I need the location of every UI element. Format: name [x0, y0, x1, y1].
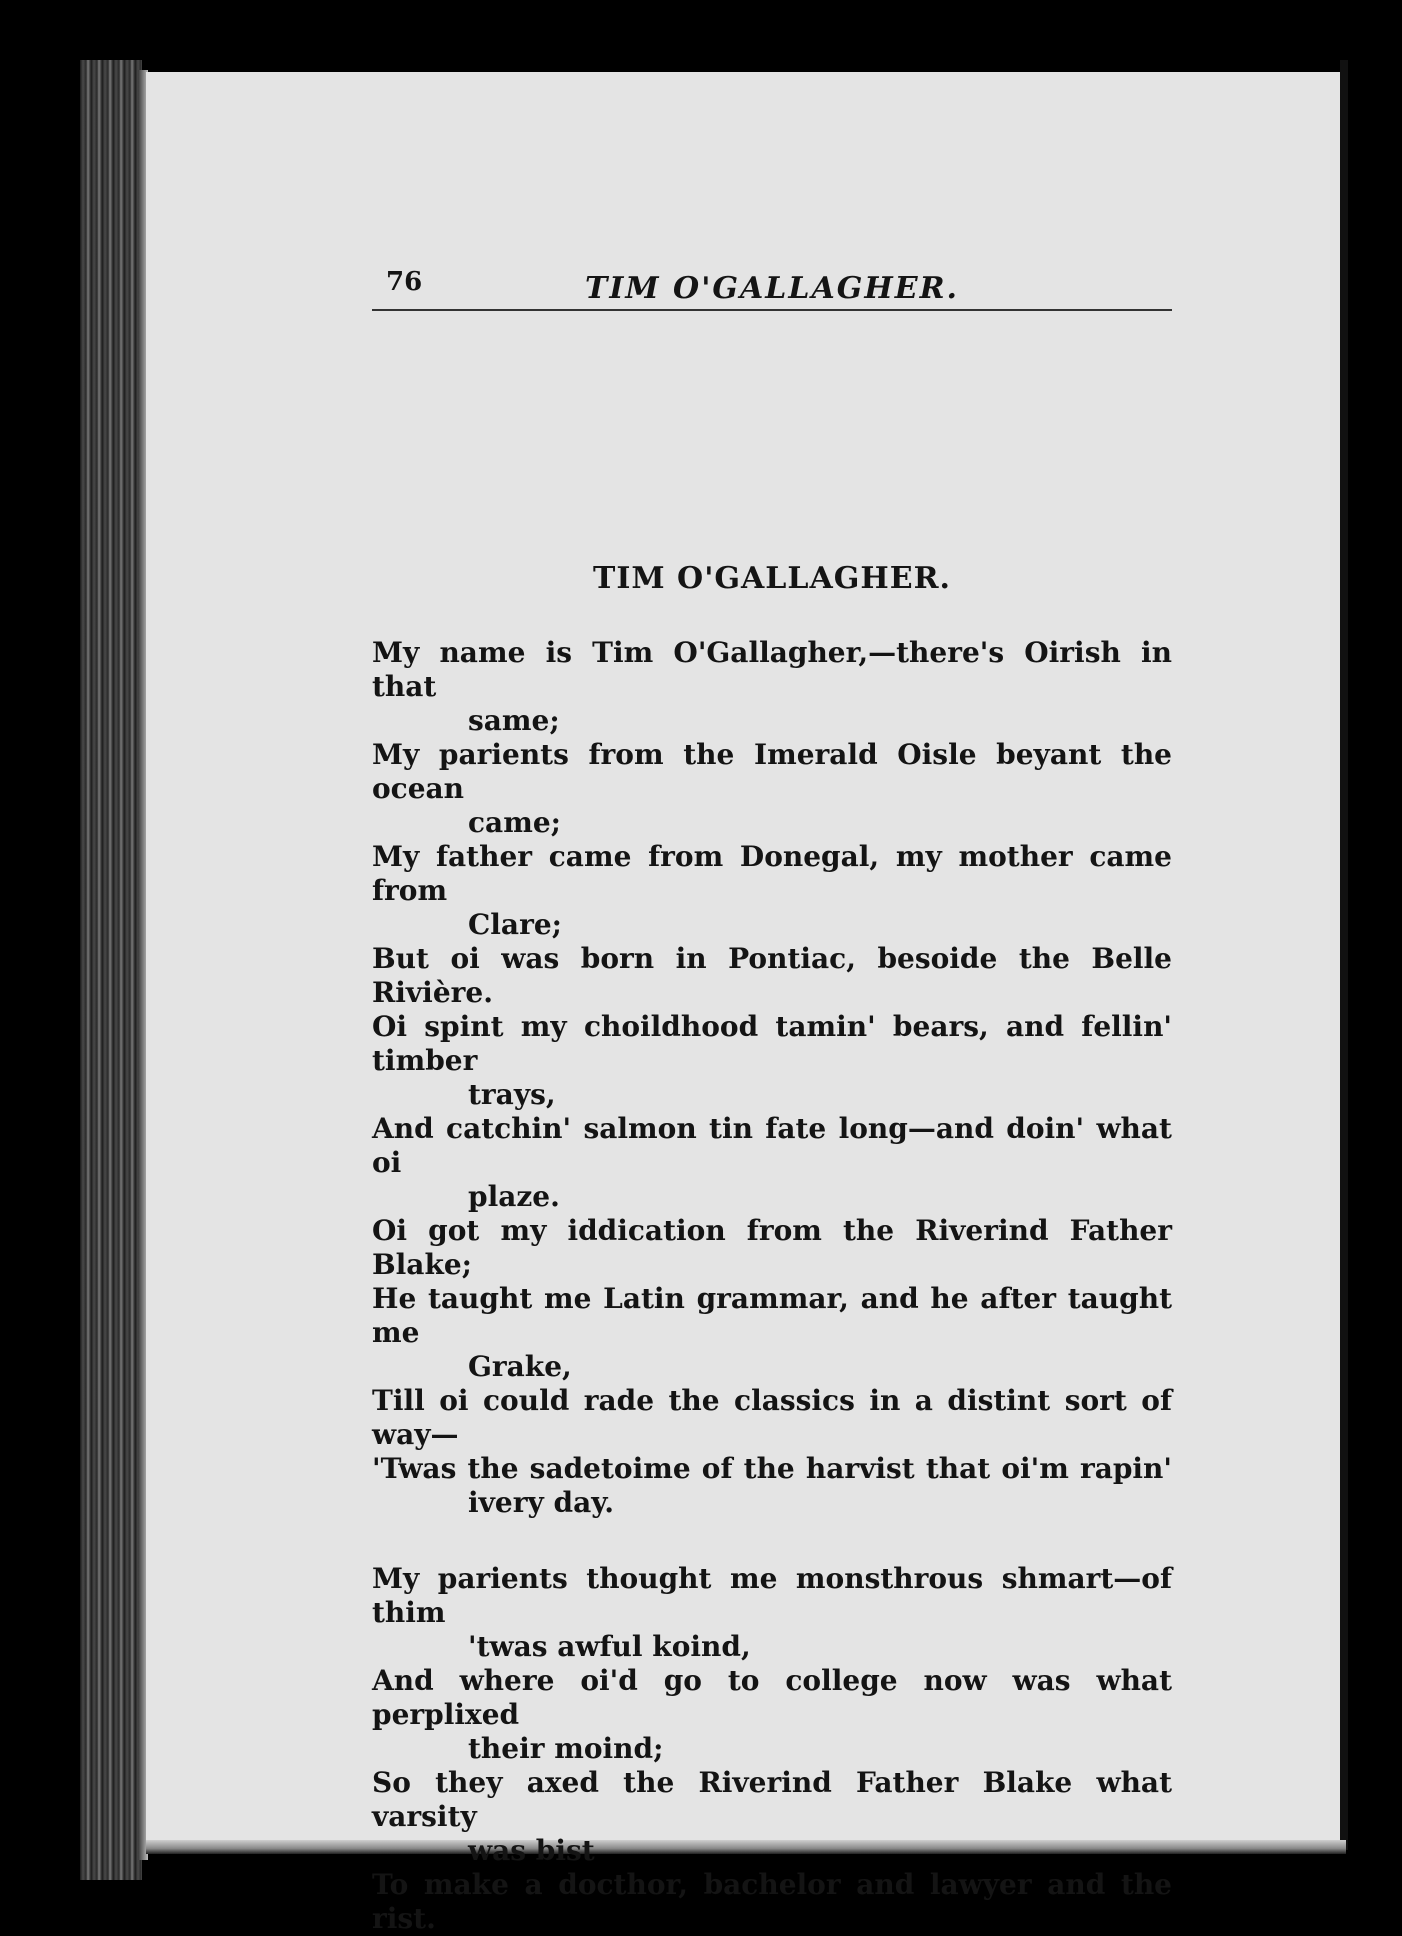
- verse-line-continuation: same;: [468, 704, 560, 737]
- verse-line-continuation: Clare;: [468, 908, 562, 941]
- verse-line-continuation: was bist: [468, 1834, 595, 1867]
- verse-line-continuation: plaze.: [468, 1180, 560, 1213]
- verse-line: My parients from the Imerald Oisle beyant the ocean: [372, 738, 1172, 805]
- page-number: 76: [386, 267, 423, 297]
- poem-body: [372, 636, 1172, 1936]
- verse-line-continuation: 'twas awful koind,: [468, 1630, 751, 1663]
- stanza: [372, 1562, 1172, 1936]
- verse-line-continuation: came;: [468, 806, 561, 839]
- verse-line: So they axed the Riverind Father Blake what varsity: [372, 1766, 1172, 1833]
- stanza: [372, 636, 1172, 1520]
- verse-line-continuation: their moind;: [468, 1732, 664, 1765]
- verse-line: And catchin' salmon tin fate long—and doin' what oi: [372, 1112, 1172, 1179]
- verse-line: To make a docthor, bachelor and lawyer and the rist.: [372, 1868, 1172, 1935]
- verse-line: 'Twas the sadetoime of the harvist that oi'm rapin': [372, 1452, 1172, 1485]
- verse-line: And where oi'd go to college now was what perplixed: [372, 1664, 1172, 1731]
- verse-line: He taught me Latin grammar, and he after taught me: [372, 1282, 1172, 1349]
- verse-line: Oi got my iddication from the Riverind Father Blake;: [372, 1214, 1172, 1281]
- book-spine: [80, 60, 142, 1880]
- page-right-edge: [1340, 60, 1348, 1850]
- poem-title: TIM O'GALLAGHER.: [593, 561, 951, 596]
- verse-line: Till oi could rade the classics in a distint sort of way—: [372, 1384, 1172, 1451]
- verse-line-continuation: trays,: [468, 1078, 556, 1111]
- verse-line: Oi spint my choildhood tamin' bears, and fellin' timber: [372, 1010, 1172, 1077]
- running-head: [372, 265, 1172, 311]
- verse-line: But oi was born in Pontiac, besoide the Belle Rivière.: [372, 942, 1172, 1009]
- verse-line-continuation: Grake,: [468, 1350, 572, 1383]
- verse-line-continuation: ivery day.: [468, 1486, 615, 1519]
- verse-line: My father came from Donegal, my mother came from: [372, 840, 1172, 907]
- verse-line: My parients thought me monsthrous shmart—of thim: [372, 1562, 1172, 1629]
- verse-line: My name is Tim O'Gallagher,—there's Oirish in that: [372, 636, 1172, 703]
- running-title: TIM O'GALLAGHER.: [585, 271, 959, 306]
- page-content: [372, 265, 1172, 1936]
